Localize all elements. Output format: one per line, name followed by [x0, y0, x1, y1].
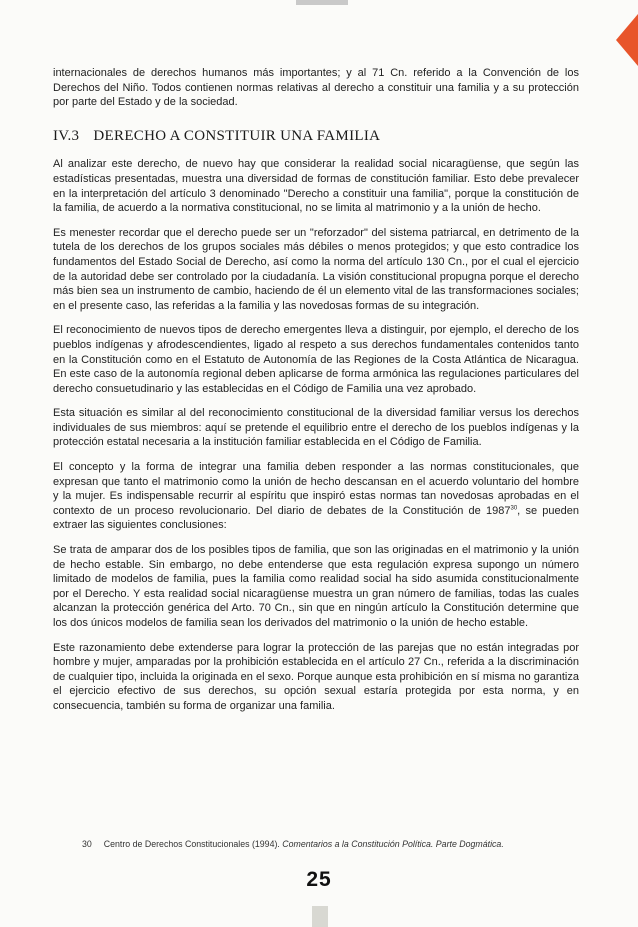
section-number: IV.3	[53, 127, 80, 144]
footnote-title: Comentarios a la Constitución Política. Parte Dogmática.	[282, 839, 504, 849]
paragraph: Este razonamiento debe extenderse para lograr la protección de las parejas que no están integradas por hombre y mujer, amparadas por la prohibición establecida en el artículo 27 Cn., referida a la discriminación de cualquier tipo, incluida la originada en el sexo. Porque aunque esta prohibición en sí misma no garantiza el ejercicio efectivo de sus derechos, su opción sexual estaría protegida por esta norma, y en consecuencia, también su forma de organizar una familia.	[53, 641, 579, 712]
paragraph-continued: internacionales de derechos humanos más importantes; y al 71 Cn. referido a la Convención de los Derechos del Niño. Todos contienen normas relativas al derecho a constituir una familia y a su protección por parte del Estado y de la sociedad.	[53, 67, 579, 109]
paragraph: Al analizar este derecho, de nuevo hay que considerar la realidad social nicaragüense, que según las estadísticas presentadas, muestra una diversidad de formas de constitución familiar. Esto debe prevalecer en la interpretación del artículo 3 denominado "Derecho a constituir una familia", porque la constitución de la familia, de acuerdo a la normativa constitucional, no se limita al matrimonio y a la unión de hecho.	[53, 158, 579, 215]
top-edge-mark	[296, 0, 348, 5]
page-number: 25	[306, 868, 332, 891]
corner-tab-marker	[616, 14, 638, 66]
paragraph-text: , se pueden extraer las siguientes conclusiones:	[53, 504, 580, 532]
footnote-text: Centro de Derechos Constitucionales (1994).	[103, 839, 283, 849]
paragraph: El reconocimiento de nuevos tipos de derecho emergentes lleva a distinguir, por ejemplo, el derecho de los pueblos indígenas y afrodescendientes, ligado al respeto a sus derechos fundamentales contenidos tanto en la Constitución como en el Estatuto de Autonomía de las Regiones de la Costa Atlántica de Nicaragua. En este caso de la autonomía regional deben aplicarse de forma armónica las regulaciones particulares del derecho consuetudinario y las establecidas en el Código de Familia una vez aprobado.	[53, 324, 579, 395]
paragraph: Es menester recordar que el derecho puede ser un "reforzador" del sistema patriarcal, en detrimento de la tutela de los derechos de los grupos sociales más débiles o menos protegidos; y que esto contradice los fundamentos del Estado Social de Derecho, así como la norma del artículo 130 Cn., por el cual el ejercicio de la autoridad debe ser controlado por la ciudadanía. La visión constitucional propugna porque el derecho más bien sea un instrumento de cambio, haciendo de él un elemento vital de las transformaciones sociales; en el presente caso, las referidas a la familia y las novedosas formas de su integración.	[53, 226, 579, 312]
footnote-number: 30	[82, 839, 92, 849]
paragraph: Esta situación es similar al del reconocimiento constitucional de la diversidad familiar versus los derechos individuales de sus miembros: aquí se pretende el equilibrio entre el derecho de los pueblos indígenas y la protección estatal necesaria a la institución familiar establecida en el Código de Familia.	[53, 407, 579, 449]
section-heading	[53, 129, 579, 144]
bottom-edge-mark	[312, 906, 328, 927]
paragraph-with-footnote	[53, 460, 579, 533]
page-body	[53, 66, 579, 724]
footnote-reference: 30	[510, 505, 518, 512]
section-title: DERECHO A CONSTITUIR UNA FAMILIA	[93, 127, 381, 144]
footnote	[82, 839, 582, 849]
paragraph-text: El concepto y la forma de integrar una familia deben responder a las normas constitucionales, que expresan que tanto el matrimonio como la unión de hecho descansan en el acuerdo voluntario del hombre y la mujer. Es indispensable recurrir al espíritu que inspiró estas normas tan novedosas aprobadas en el contexto de un proceso revolucionario. Del diario de debates de la Constitución de 1987	[53, 461, 579, 517]
paragraph: Se trata de amparar dos de los posibles tipos de familia, que son las originadas en el matrimonio y la unión de hecho estable. Sin embargo, no debe entenderse que esta regulación expresa supongo un número limitado de modelos de familia, pues la familia como realidad social ha sido asumida constitucionalmente por el Derecho. Y esta realidad social nicaragüense muestra un gran número de familias, todas las cuales alcanzan la protección genérica del Arto. 70 Cn., sin que en ningún artículo la Constitución determine que los dos únicos modelos de familia sean los derivados del matrimonio o la unión de hecho estable.	[53, 544, 579, 629]
